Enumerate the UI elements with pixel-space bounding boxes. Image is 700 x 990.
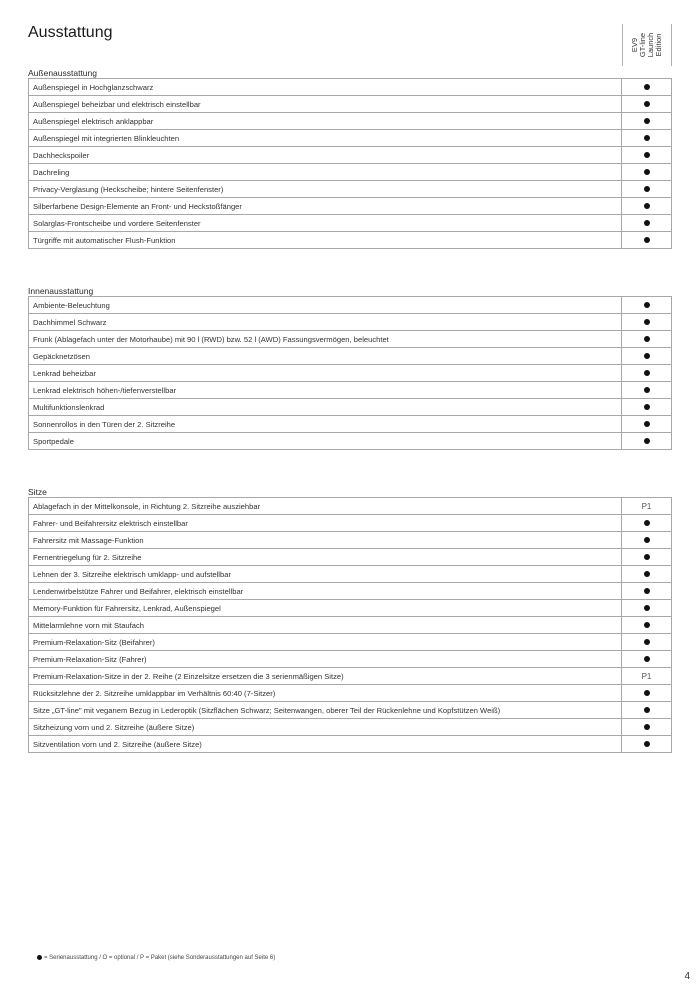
standard-equipment-dot-icon bbox=[644, 84, 650, 90]
feature-availability bbox=[622, 634, 672, 651]
section-title: Sitze bbox=[28, 487, 47, 497]
standard-equipment-dot-icon bbox=[644, 571, 650, 577]
feature-availability bbox=[622, 181, 672, 198]
table-row bbox=[29, 232, 672, 249]
standard-equipment-dot-icon bbox=[644, 707, 650, 713]
section-sitze bbox=[28, 487, 672, 753]
feature-label: Ablagefach in der Mittelkonsole, in Richtung 2. Sitzreihe ausziehbar bbox=[29, 498, 622, 515]
column-header-line: GT-line bbox=[638, 32, 647, 58]
standard-equipment-dot-icon bbox=[644, 336, 650, 342]
column-header-line: Launch bbox=[646, 32, 655, 58]
equipment-table bbox=[28, 78, 672, 249]
feature-label: Lenkrad beheizbar bbox=[29, 365, 622, 382]
table-row bbox=[29, 736, 672, 753]
table-row bbox=[29, 399, 672, 416]
feature-label: Außenspiegel in Hochglanzschwarz bbox=[29, 79, 622, 96]
standard-equipment-dot-icon bbox=[644, 741, 650, 747]
feature-label: Sitzheizung vorn und 2. Sitzreihe (äußere Sitze) bbox=[29, 719, 622, 736]
table-row bbox=[29, 147, 672, 164]
table-row bbox=[29, 297, 672, 314]
standard-equipment-dot-icon bbox=[644, 537, 650, 543]
standard-equipment-dot-icon bbox=[644, 520, 650, 526]
table-row bbox=[29, 617, 672, 634]
feature-label: Fahrersitz mit Massage-Funktion bbox=[29, 532, 622, 549]
feature-availability bbox=[622, 314, 672, 331]
feature-label: Sportpedale bbox=[29, 433, 622, 450]
section-aussenausstattung bbox=[28, 68, 672, 249]
feature-label: Außenspiegel beheizbar und elektrisch einstellbar bbox=[29, 96, 622, 113]
page-number: 4 bbox=[684, 971, 690, 982]
table-row bbox=[29, 668, 672, 685]
page-title: Ausstattung bbox=[28, 24, 113, 41]
standard-equipment-dot-icon bbox=[644, 319, 650, 325]
feature-label: Ambiente-Beleuchtung bbox=[29, 297, 622, 314]
feature-availability bbox=[622, 736, 672, 753]
feature-label: Sitzventilation vorn und 2. Sitzreihe (äußere Sitze) bbox=[29, 736, 622, 753]
table-row bbox=[29, 600, 672, 617]
standard-equipment-dot-icon bbox=[644, 135, 650, 141]
standard-equipment-dot-icon bbox=[644, 387, 650, 393]
feature-label: Außenspiegel mit integrierten Blinkleuchten bbox=[29, 130, 622, 147]
feature-availability bbox=[622, 600, 672, 617]
feature-label: Premium-Relaxation-Sitze in der 2. Reihe (2 Einzelsitze ersetzen die 3 serienmäßigen Sitze) bbox=[29, 668, 622, 685]
standard-equipment-dot-icon bbox=[644, 302, 650, 308]
feature-availability bbox=[622, 147, 672, 164]
standard-equipment-dot-icon bbox=[644, 554, 650, 560]
feature-label: Lehnen der 3. Sitzreihe elektrisch umklapp- und aufstellbar bbox=[29, 566, 622, 583]
standard-equipment-dot-icon bbox=[644, 186, 650, 192]
table-row bbox=[29, 416, 672, 433]
feature-availability bbox=[622, 515, 672, 532]
section-title: Außenausstattung bbox=[28, 68, 97, 78]
standard-equipment-dot-icon bbox=[644, 353, 650, 359]
standard-equipment-dot-icon bbox=[644, 152, 650, 158]
feature-availability: P1 bbox=[622, 668, 672, 685]
feature-availability bbox=[622, 549, 672, 566]
standard-equipment-dot-icon bbox=[644, 404, 650, 410]
feature-availability bbox=[622, 583, 672, 600]
table-row bbox=[29, 719, 672, 736]
standard-equipment-dot-icon bbox=[644, 101, 650, 107]
table-row bbox=[29, 382, 672, 399]
feature-availability bbox=[622, 416, 672, 433]
feature-label: Sitze „GT-line" mit veganem Bezug in Lederoptik (Sitzflächen Schwarz; Seitenwangen, oberer Teil der Rückenlehne und Kopfstützen Weiß) bbox=[29, 702, 622, 719]
standard-equipment-dot-icon bbox=[644, 588, 650, 594]
feature-availability: P1 bbox=[622, 498, 672, 515]
feature-availability bbox=[622, 130, 672, 147]
feature-label: Dachhimmel Schwarz bbox=[29, 314, 622, 331]
feature-label: Lendenwirbelstütze Fahrer und Beifahrer, elektrisch einstellbar bbox=[29, 583, 622, 600]
feature-label: Türgriffe mit automatischer Flush-Funktion bbox=[29, 232, 622, 249]
feature-label: Lenkrad elektrisch höhen-/tiefenverstellbar bbox=[29, 382, 622, 399]
feature-availability bbox=[622, 79, 672, 96]
feature-availability bbox=[622, 702, 672, 719]
feature-label: Außenspiegel elektrisch anklappbar bbox=[29, 113, 622, 130]
legend-text: = Serienausstattung / O = optional / P = Paket (siehe Sonderausstattungen auf Seite 6) bbox=[44, 955, 276, 962]
standard-equipment-dot-icon bbox=[644, 237, 650, 243]
legend-footnote bbox=[37, 955, 275, 961]
table-row bbox=[29, 215, 672, 232]
feature-label: Fernentriegelung für 2. Sitzreihe bbox=[29, 549, 622, 566]
table-row bbox=[29, 164, 672, 181]
feature-availability bbox=[622, 331, 672, 348]
feature-label: Dachheckspoiler bbox=[29, 147, 622, 164]
standard-equipment-dot-icon bbox=[644, 203, 650, 209]
feature-label: Solarglas-Frontscheibe und vordere Seitenfenster bbox=[29, 215, 622, 232]
feature-label: Silberfarbene Design-Elemente an Front- und Heckstoßfänger bbox=[29, 198, 622, 215]
feature-availability bbox=[622, 399, 672, 416]
table-row bbox=[29, 314, 672, 331]
feature-label: Multifunktionslenkrad bbox=[29, 399, 622, 416]
feature-label: Premium-Relaxation-Sitz (Fahrer) bbox=[29, 651, 622, 668]
standard-equipment-dot-icon bbox=[644, 622, 650, 628]
feature-label: Privacy-Verglasung (Heckscheibe; hintere Seitenfenster) bbox=[29, 181, 622, 198]
table-row bbox=[29, 113, 672, 130]
table-row bbox=[29, 651, 672, 668]
feature-availability bbox=[622, 232, 672, 249]
column-header-line: EV9 bbox=[630, 37, 639, 53]
column-header-line: Edition bbox=[654, 33, 663, 57]
table-row bbox=[29, 634, 672, 651]
table-row bbox=[29, 365, 672, 382]
filled-dot-icon bbox=[37, 955, 42, 960]
standard-equipment-dot-icon bbox=[644, 169, 650, 175]
table-row bbox=[29, 198, 672, 215]
equipment-table bbox=[28, 296, 672, 450]
column-header-ev9-gt-line-launch-edition bbox=[622, 24, 672, 66]
feature-availability bbox=[622, 433, 672, 450]
feature-availability bbox=[622, 113, 672, 130]
table-row bbox=[29, 331, 672, 348]
feature-label: Mittelarmlehne vorn mit Staufach bbox=[29, 617, 622, 634]
feature-availability bbox=[622, 365, 672, 382]
table-row bbox=[29, 685, 672, 702]
standard-equipment-dot-icon bbox=[644, 724, 650, 730]
table-row bbox=[29, 79, 672, 96]
feature-label: Sonnenrollos in den Türen der 2. Sitzreihe bbox=[29, 416, 622, 433]
standard-equipment-dot-icon bbox=[644, 656, 650, 662]
feature-availability bbox=[622, 719, 672, 736]
table-row bbox=[29, 515, 672, 532]
table-row bbox=[29, 566, 672, 583]
table-row bbox=[29, 348, 672, 365]
standard-equipment-dot-icon bbox=[644, 118, 650, 124]
table-row bbox=[29, 96, 672, 113]
table-row bbox=[29, 702, 672, 719]
feature-label: Frunk (Ablagefach unter der Motorhaube) mit 90 l (RWD) bzw. 52 l (AWD) Fassungsvermögen, beleuchtet bbox=[29, 331, 622, 348]
standard-equipment-dot-icon bbox=[644, 370, 650, 376]
feature-label: Memory-Funktion für Fahrersitz, Lenkrad, Außenspiegel bbox=[29, 600, 622, 617]
standard-equipment-dot-icon bbox=[644, 690, 650, 696]
section-title: Innenausstattung bbox=[28, 286, 94, 296]
feature-availability bbox=[622, 685, 672, 702]
table-row bbox=[29, 181, 672, 198]
table-row bbox=[29, 532, 672, 549]
feature-availability bbox=[622, 532, 672, 549]
feature-availability bbox=[622, 198, 672, 215]
table-row bbox=[29, 130, 672, 147]
standard-equipment-dot-icon bbox=[644, 421, 650, 427]
standard-equipment-dot-icon bbox=[644, 438, 650, 444]
column-header-text bbox=[631, 33, 663, 58]
feature-label: Fahrer- und Beifahrersitz elektrisch einstellbar bbox=[29, 515, 622, 532]
feature-label: Dachreling bbox=[29, 164, 622, 181]
feature-availability bbox=[622, 164, 672, 181]
feature-availability bbox=[622, 382, 672, 399]
feature-label: Rücksitzlehne der 2. Sitzreihe umklappbar im Verhältnis 60:40 (7-Sitzer) bbox=[29, 685, 622, 702]
standard-equipment-dot-icon bbox=[644, 220, 650, 226]
feature-label: Premium-Relaxation-Sitz (Beifahrer) bbox=[29, 634, 622, 651]
feature-availability bbox=[622, 96, 672, 113]
feature-availability bbox=[622, 566, 672, 583]
standard-equipment-dot-icon bbox=[644, 605, 650, 611]
feature-availability bbox=[622, 348, 672, 365]
section-innenausstattung bbox=[28, 286, 672, 450]
feature-availability bbox=[622, 215, 672, 232]
feature-availability bbox=[622, 651, 672, 668]
table-row bbox=[29, 549, 672, 566]
feature-label: Gepäcknetzösen bbox=[29, 348, 622, 365]
standard-equipment-dot-icon bbox=[644, 639, 650, 645]
feature-availability bbox=[622, 617, 672, 634]
table-row bbox=[29, 433, 672, 450]
feature-availability bbox=[622, 297, 672, 314]
table-row bbox=[29, 498, 672, 515]
table-row bbox=[29, 583, 672, 600]
equipment-table bbox=[28, 497, 672, 753]
